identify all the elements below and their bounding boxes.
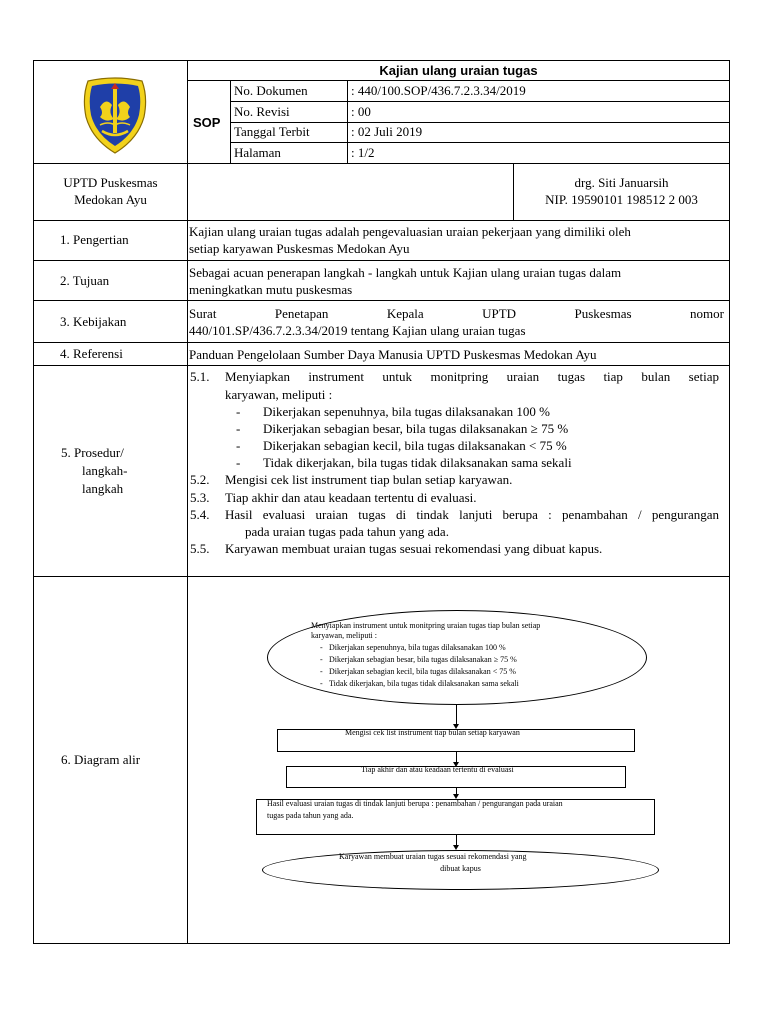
row-divider [33, 163, 730, 164]
step-5-1-line2: karyawan, meliputi : [225, 387, 333, 402]
table-bottom-border [33, 943, 730, 944]
step-bullet: Tidak dikerjakan, bila tugas tidak dilaksanakan sama sekali [263, 455, 572, 470]
section-label-tujuan: 2. Tujuan [60, 273, 110, 288]
org-name-line1: UPTD Puskesmas [63, 175, 158, 190]
step-number: 5.4. [190, 507, 210, 522]
table-top-border [33, 60, 730, 61]
surabaya-emblem-logo [78, 77, 152, 155]
flow-end-text-line2: dibuat kapus [440, 864, 481, 873]
section-label-kebijakan: 3. Kebijakan [60, 314, 127, 329]
row-divider [33, 300, 730, 301]
step-number: 5.1. [190, 369, 210, 384]
signer-name: drg. Siti Januarsih [574, 175, 669, 190]
org-name-line2: Medokan Ayu [74, 192, 147, 207]
doc-number-value: : 440/100.SOP/436.7.2.3.34/2019 [351, 83, 526, 98]
flow-box-follow-up-line2: tugas pada tahun yang ada. [267, 811, 354, 820]
sop-label: SOP [193, 115, 221, 130]
step-5-2: Mengisi cek list instrument tiap bulan setiap karyawan. [225, 472, 513, 487]
flow-bullet-dash: - [320, 643, 323, 652]
flow-start-bullet: Dikerjakan sebagian kecil, bila tugas dilaksanakan < 75 % [329, 667, 516, 676]
step-number: 5.2. [190, 472, 210, 487]
section-label-prosedur-3: langkah [82, 481, 124, 496]
header-title-divider [187, 80, 730, 81]
flow-end-text-line1: Karyawan membuat uraian tugas sesuai rekomendasi yang [339, 852, 527, 861]
kebijakan-text-line1: Surat Penetapan Kepala UPTD Puskesmas nomor [189, 306, 724, 321]
signer-nip: NIP. 19590101 198512 2 003 [545, 192, 698, 207]
step-bullet: Dikerjakan sebagian besar, bila tugas dilaksanakan ≥ 75 % [263, 421, 569, 436]
step-bullet: Dikerjakan sepenuhnya, bila tugas dilaksanakan 100 % [263, 404, 550, 419]
step-5-3: Tiap akhir dan atau keadaan tertentu di evaluasi. [225, 490, 477, 505]
column-divider [187, 60, 188, 944]
revision-label: No. Revisi [234, 104, 290, 119]
header-row-divider [230, 142, 730, 143]
flow-start-bullet: Dikerjakan sepenuhnya, bila tugas dilaksanakan 100 % [329, 643, 506, 652]
pengertian-text-line1: Kajian ulang uraian tugas adalah pengevaluasian uraian pekerjaan yang dimiliki oleh [189, 224, 631, 239]
step-bullet: Dikerjakan sebagian kecil, bila tugas dilaksanakan < 75 % [263, 438, 567, 453]
step-number: 5.3. [190, 490, 210, 505]
page-value: : 1/2 [351, 145, 375, 160]
bullet-dash: - [236, 455, 241, 470]
referensi-text: Panduan Pengelolaan Sumber Daya Manusia UPTD Puskesmas Medokan Ayu [189, 347, 597, 362]
table-right-border [729, 60, 730, 944]
section-label-prosedur-2: langkah- [82, 463, 128, 478]
flow-start-bullet: Tidak dikerjakan, bila tugas tidak dilaksanakan sama sekali [329, 679, 519, 688]
flow-start-bullet: Dikerjakan sebagian besar, bila tugas dilaksanakan ≥ 75 % [329, 655, 517, 664]
row-divider [33, 365, 730, 366]
row-divider [33, 220, 730, 221]
flow-box-follow-up-line1: Hasil evaluasi uraian tugas di tindak lanjuti berupa : penambahan / pengurangan pada uraian [267, 799, 563, 808]
flow-start-text-line2: karyawan, meliputi : [311, 631, 377, 640]
issue-date-label: Tanggal Terbit [234, 124, 310, 139]
row-divider [33, 342, 730, 343]
step-5-5: Karyawan membuat uraian tugas sesuai rekomendasi yang dibuat kapus. [225, 541, 603, 556]
section-label-referensi: 4. Referensi [60, 346, 123, 361]
doc-number-label: No. Dokumen [234, 83, 308, 98]
flow-bullet-dash: - [320, 655, 323, 664]
flow-box-checklist-text: Mengisi cek list instrument tiap bulan setiap karyawan [345, 728, 520, 737]
tujuan-text-line2: meningkatkan mutu puskesmas [189, 282, 353, 297]
bullet-dash: - [236, 438, 241, 453]
section-label-prosedur: 5. Prosedur/ [61, 445, 124, 460]
document-title: Kajian ulang uraian tugas [379, 63, 538, 78]
kebijakan-text-line2: 440/101.SP/436.7.2.3.34/2019 tentang Kajian ulang uraian tugas [189, 323, 526, 338]
section-label-pengertian: 1. Pengertian [60, 232, 129, 247]
step-5-4-line1: Hasil evaluasi uraian tugas di tindak lanjuti berupa : penambahan / pengurangan [225, 507, 719, 522]
flow-start-text-line1: Menyiapkan instrument untuk monitpring uraian tugas tiap bulan setiap [311, 621, 541, 630]
row-divider [33, 260, 730, 261]
flow-bullet-dash: - [320, 679, 323, 688]
bullet-dash: - [236, 421, 241, 436]
issue-date-value: : 02 Juli 2019 [351, 124, 423, 139]
header-row-divider [230, 101, 730, 102]
bullet-dash: - [236, 404, 241, 419]
step-5-1-line1: Menyiapkan instrument untuk monitpring uraian tugas tiap bulan setiap [225, 369, 719, 384]
step-5-4-line2: pada uraian tugas pada tahun yang ada. [245, 524, 449, 539]
flow-arrow [456, 705, 457, 726]
revision-value: : 00 [351, 104, 371, 119]
step-number: 5.5. [190, 541, 210, 556]
pengertian-text-line2: setiap karyawan Puskesmas Medokan Ayu [189, 241, 410, 256]
flow-bullet-dash: - [320, 667, 323, 676]
row-divider [33, 576, 730, 577]
tujuan-text-line1: Sebagai acuan penerapan langkah - langkah untuk Kajian ulang uraian tugas dalam [189, 265, 622, 280]
page-label: Halaman [234, 145, 281, 160]
flow-box-evaluation-text: Tiap akhir dan atau keadaan tertentu di evaluasi [361, 765, 514, 774]
section-label-diagram: 6. Diagram alir [61, 752, 141, 767]
